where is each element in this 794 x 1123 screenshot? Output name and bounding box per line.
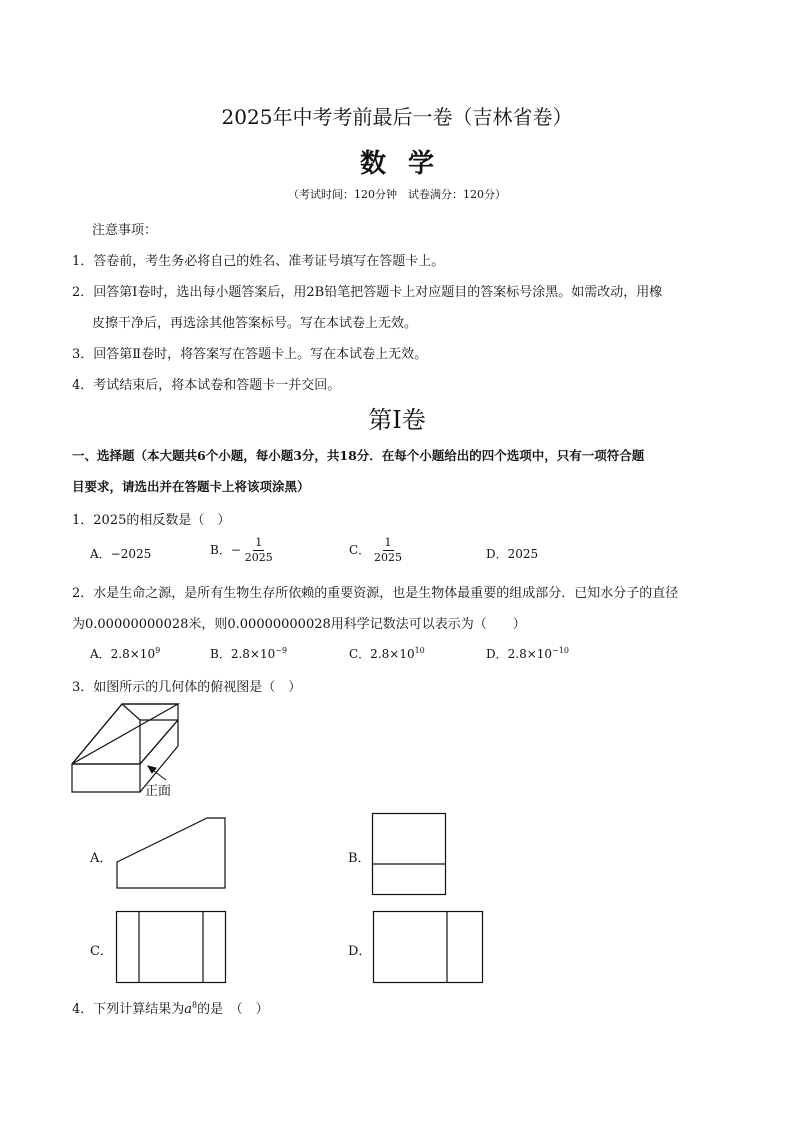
- q3-option-d-figure: [372, 910, 484, 984]
- note-item-2: 2．回答第Ⅰ卷时，选出每小题答案后，用2B铅笔把答题卡上对应题目的答案标号涂黑。如需改动，用橡: [72, 285, 663, 300]
- q2-option-d: [486, 645, 569, 662]
- q3-stem: 3．如图所示的几何体的俯视图是（ ）: [72, 680, 302, 695]
- q1-option-b-denominator: 2025: [244, 551, 273, 564]
- q3-solid-figure: [66, 700, 196, 800]
- q2-option-b-exponent: −9: [275, 646, 288, 655]
- front-view-label: 正面: [145, 784, 172, 799]
- q1-option-c-numerator: 1: [384, 536, 392, 549]
- q3-option-c-figure: [115, 910, 227, 984]
- q1-option-b-prefix: B．−: [210, 543, 241, 557]
- note-item-4: 4．考试结束后，将本试卷和答题卡一并交回。: [72, 378, 341, 393]
- notes-heading: 注意事项：: [92, 223, 158, 238]
- note-item-2-continued: 皮擦干净后，再选涂其他答案标号。写在本试卷上无效。: [92, 316, 418, 331]
- q1-option-d: D．2025: [486, 547, 539, 561]
- q1-option-c-denominator: 2025: [374, 551, 403, 564]
- q1-option-b: [210, 536, 273, 565]
- q2-stem-line2: 为0.00000000028米，则0.00000000028用科学记数法可以表示为（ ）: [72, 617, 526, 632]
- q4-stem-exponent: 8: [192, 1000, 198, 1010]
- q3-option-d-label: D．: [348, 944, 372, 959]
- q1-option-c-prefix: C．: [349, 543, 371, 557]
- q1-option-c: [349, 536, 402, 565]
- note-item-3: 3．回答第Ⅱ卷时，将答案写在答题卡上。写在本试卷上无效。: [72, 347, 428, 362]
- q1-option-b-numerator: 1: [255, 536, 263, 549]
- solid-top-face: [72, 704, 178, 764]
- q3-option-a-figure: [115, 816, 227, 890]
- section-title: 第Ⅰ卷: [368, 406, 426, 434]
- q1-option-a: A．−2025: [90, 547, 152, 561]
- q2-option-d-exponent: −10: [552, 646, 569, 655]
- q2-option-a-exponent: 9: [155, 646, 161, 655]
- q2-option-b: [210, 645, 287, 662]
- q2-option-a-base: A．2.8×10: [90, 647, 156, 661]
- q1-stem: 1．2025的相反数是（ ）: [72, 513, 231, 528]
- part1-instructions-line2: 目要求，请选出并在答题卡上将该项涂黑）: [72, 479, 310, 494]
- subject-title: 数学: [359, 149, 456, 179]
- q2-option-b-base: B．2.8×10: [210, 647, 276, 661]
- q2-option-a: [90, 645, 160, 662]
- q2-option-c-base: C．2.8×10: [349, 647, 415, 661]
- q1-option-b-fraction: [245, 536, 273, 565]
- q2-option-d-base: D．2.8×10: [486, 647, 553, 661]
- exam-title: 2025年中考考前最后一卷（吉林省卷）: [221, 105, 573, 129]
- q2-stem-line1: 2．水是生命之源，是所有生物生存所依赖的重要资源，也是生物体最重要的组成部分．已知水分子的直径: [72, 586, 679, 601]
- q4-stem-variable: a: [184, 1002, 193, 1017]
- part1-instructions-line1: 一、选择题（本大题共6个小题，每小题3分，共18分．在每个小题给出的四个选项中，只有一项符合题: [72, 448, 645, 463]
- front-arrow-icon: [148, 766, 166, 780]
- solid-front-face: [72, 764, 140, 792]
- exam-time-info: （考试时间：120分钟 试卷满分：120分）: [288, 188, 506, 201]
- note-item-1: 1．答卷前，考生务必将自己的姓名、准考证号填写在答题卡上。: [72, 254, 445, 269]
- q2-option-c-exponent: 10: [414, 646, 425, 655]
- q4-stem-prefix: 4．下列计算结果为: [72, 1002, 185, 1017]
- q2-option-c: [349, 645, 425, 662]
- q3-option-b-label: B．: [348, 851, 371, 866]
- q4-stem: [72, 998, 269, 1017]
- q4-stem-suffix: 的是 （ ）: [197, 1002, 269, 1017]
- q3-option-a-label: A．: [90, 851, 113, 866]
- q3-option-c-label: C．: [90, 944, 113, 959]
- q3-option-b-figure: [371, 812, 447, 896]
- q1-option-c-fraction: [374, 536, 402, 565]
